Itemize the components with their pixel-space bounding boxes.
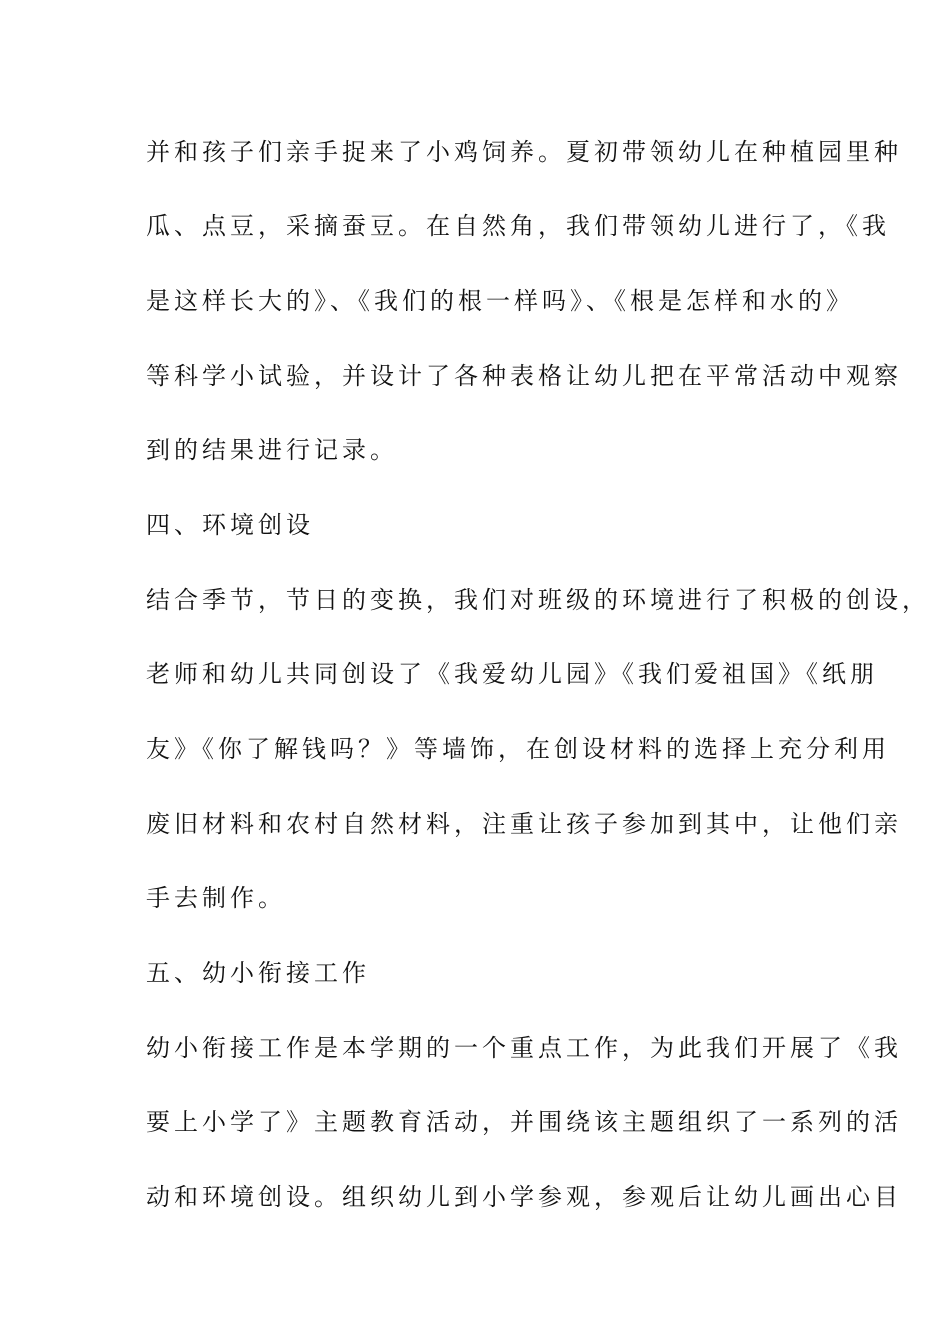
paragraph-line: 并和孩子们亲手捉来了小鸡饲养。夏初带领幼儿在种植园里种 [146, 138, 902, 166]
paragraph-line: 结合季节，节日的变换，我们对班级的环境进行了积极的创设， [146, 586, 930, 614]
paragraph-line: 幼小衔接工作是本学期的一个重点工作，为此我们开展了《我 [146, 1034, 902, 1062]
section-heading: 四、环境创设 [146, 511, 314, 539]
paragraph-line: 动和环境创设。组织幼儿到小学参观，参观后让幼儿画出心目 [146, 1183, 902, 1211]
paragraph-line: 友》《你了解钱吗？》等墙饰，在创设材料的选择上充分利用 [146, 735, 890, 763]
paragraph-line: 瓜、点豆，采摘蚕豆。在自然角，我们带领幼儿进行了，《我 [146, 212, 890, 240]
paragraph-line: 手去制作。 [146, 884, 286, 912]
paragraph-line: 老师和幼儿共同创设了《我爱幼儿园》《我们爱祖国》《纸朋 [146, 660, 878, 688]
paragraph-line: 到的结果进行记录。 [146, 436, 398, 464]
paragraph-line: 废旧材料和农村自然材料，注重让孩子参加到其中，让他们亲 [146, 810, 902, 838]
section-heading: 五、幼小衔接工作 [146, 959, 370, 987]
paragraph-line: 等科学小试验，并设计了各种表格让幼儿把在平常活动中观察 [146, 362, 902, 390]
paragraph-line: 是这样长大的》、《我们的根一样吗》、《根是怎样和水的》 [146, 287, 854, 315]
paragraph-line: 要上小学了》主题教育活动，并围绕该主题组织了一系列的活 [146, 1108, 902, 1136]
